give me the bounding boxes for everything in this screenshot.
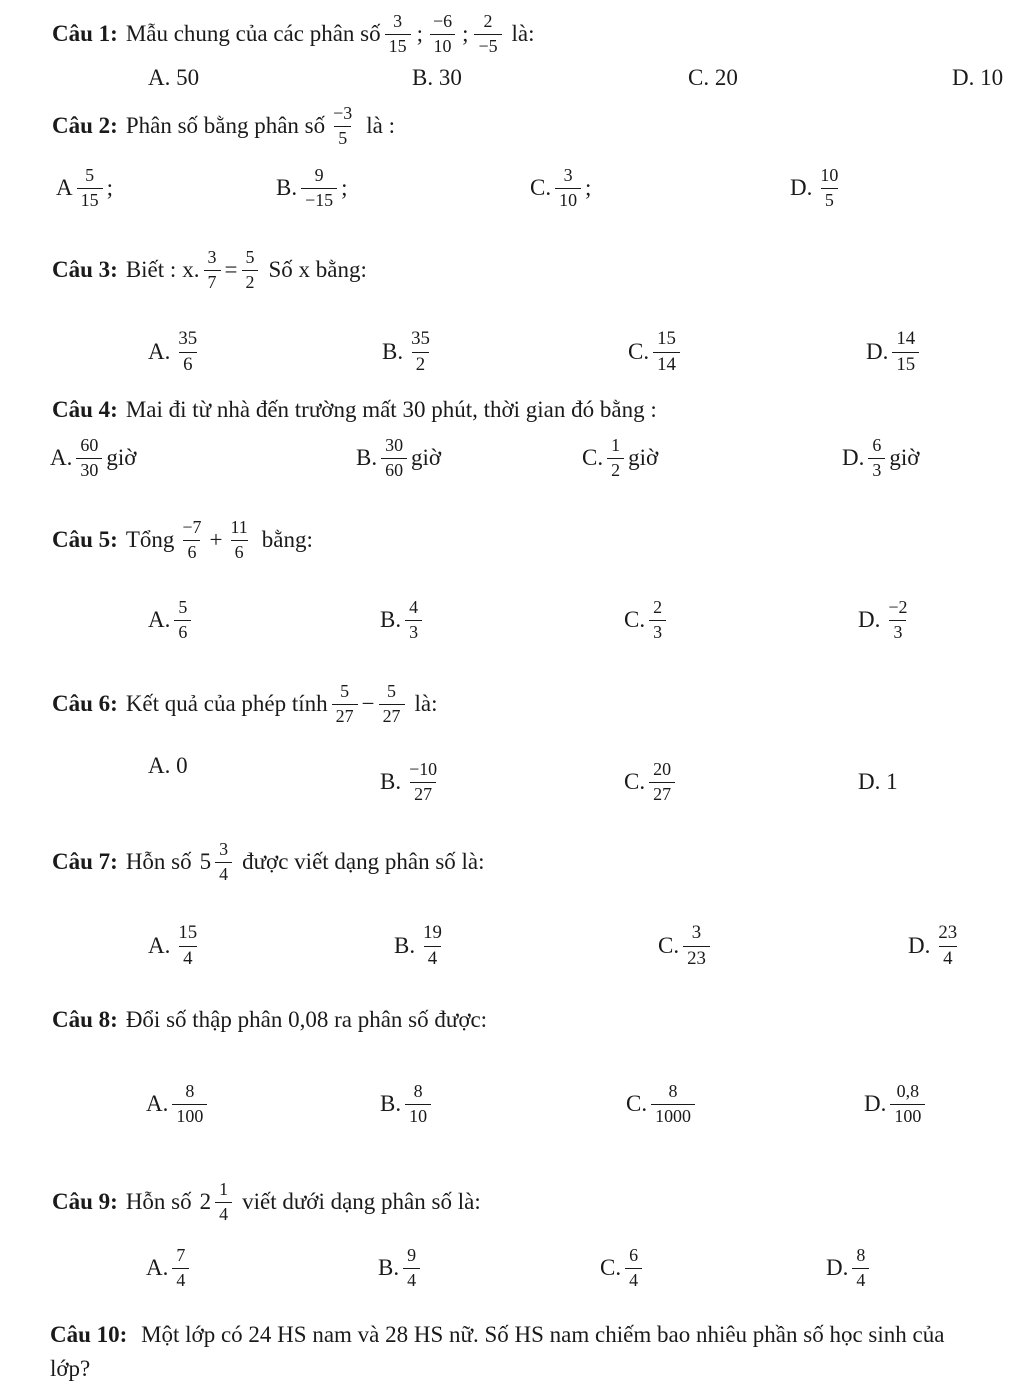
option-d[interactable]: D. 10 — [952, 65, 1004, 90]
fraction: $\frac{11}{6}$ — [230, 516, 248, 562]
option-a[interactable]: A. $\frac{7}{4}$ — [146, 1238, 193, 1298]
question-text: Mai đi từ nhà đến trường mất 30 phút, thời gian đó bằng : — [125, 397, 657, 422]
option-b[interactable]: B. $\frac{35}{2}$ — [382, 327, 430, 375]
question-text: Đổi số thập phân 0,08 ra phân số được: — [125, 1007, 488, 1032]
fraction: $\frac{5}{27}$ — [332, 683, 358, 726]
question-text: Mẫu chung của các phân số — [125, 21, 381, 46]
option-d[interactable]: D. 1 — [858, 769, 898, 794]
fraction: $\frac{5}{2}$ — [242, 249, 259, 292]
option-b[interactable]: B. $\frac{8}{10}$ — [380, 1074, 435, 1134]
option-d[interactable]: D. $\frac{10}{5}$ — [790, 164, 839, 210]
fraction: $\frac{5}{27}$ — [379, 683, 405, 726]
question-6: Câu 6: Kết quả của phép tính $\frac{5}{27}$ − $\frac{5}{27}$ là: — [52, 680, 438, 726]
question-4 — [52, 380, 657, 440]
option-a[interactable]: A. $\frac{15}{4}$ — [148, 921, 198, 969]
question-label: Câu 9: — [52, 1189, 118, 1214]
question-text: Tổng — [125, 527, 175, 552]
fraction: $\frac{2}{-5}$ — [474, 13, 501, 56]
question-9: Câu 9: Hỗn số 2 $\frac{1}{4}$ viết dưới dạng phân số là: — [52, 1178, 481, 1224]
fraction: $\frac{-3}{5}$ — [333, 102, 353, 148]
option-b[interactable]: B. $\frac{4}{3}$ — [380, 590, 426, 650]
fraction: $\frac{-6}{10}$ — [429, 13, 456, 56]
option-c[interactable]: C. $\frac{20}{27}$ — [624, 752, 679, 812]
option-c[interactable]: C. $\frac{3}{23}$ — [658, 916, 714, 976]
option-c[interactable]: C. $\frac{6}{4}$ — [600, 1238, 646, 1298]
fraction: $\frac{3}{7}$ — [204, 249, 221, 292]
option-b[interactable]: B. 30 — [412, 65, 462, 90]
fraction: $\frac{3}{15}$ — [385, 13, 411, 56]
question-7: Câu 7: Hỗn số 5 $\frac{3}{4}$ được viết dạng phân số là: — [52, 838, 485, 884]
question-text: Một lớp có 24 HS nam và 28 HS nữ. Số HS nam chiếm bao nhiêu phần số học sinh của lớp? — [50, 1322, 945, 1381]
option-c[interactable]: C. 20 — [688, 65, 738, 90]
question-label: Câu 3: — [52, 257, 118, 282]
option-d[interactable]: D. $\frac{23}{4}$ — [908, 921, 958, 969]
question-5: Câu 5: Tổng $\frac{-7}{6}$ + $\frac{11}{6}$ bằng: — [52, 516, 313, 562]
question-8 — [52, 990, 487, 1050]
fraction: $\frac{1}{4}$ — [215, 1181, 232, 1224]
option-c[interactable]: C. $\frac{1}{2}$ giờ — [582, 434, 659, 480]
option-a[interactable]: A. $\frac{8}{100}$ — [146, 1074, 211, 1134]
option-a[interactable]: A. $\frac{60}{30}$ giờ — [50, 434, 137, 480]
question-label: Câu 6: — [52, 691, 118, 716]
option-c[interactable]: C. $\frac{3}{10}$ ; — [530, 164, 592, 210]
question-text: Kết quả của phép tính — [125, 691, 328, 716]
question-10 — [50, 1318, 980, 1386]
question-label: Câu 10: — [50, 1322, 128, 1347]
option-d[interactable]: D. $\frac{6}{3}$ giờ — [842, 434, 920, 480]
question-2: Câu 2: Phân số bằng phân số $\frac{-3}{5}$ là : — [52, 102, 395, 148]
question-label: Câu 4: — [52, 397, 118, 422]
question-1: Câu 1: Mẫu chung của các phân số $\frac{3}{15}$ ; $\frac{-6}{10}$ ; $\frac{2}{-5}$ là: — [52, 10, 535, 56]
question-text: Phân số bằng phân số — [125, 113, 326, 138]
option-d[interactable]: D. $\frac{-2}{3}$ — [858, 596, 908, 642]
question-3: Câu 3: Biết : x. $\frac{3}{7}$ = $\frac{5}{2}$ Số x bằng: — [52, 246, 367, 292]
option-b[interactable]: B. $\frac{-10}{27}$ — [380, 758, 438, 804]
question-text: Hỗn số — [125, 1189, 192, 1214]
option-a[interactable]: A $\frac{5}{15}$ ; — [56, 164, 113, 210]
question-label: Câu 1: — [52, 21, 118, 46]
option-c[interactable]: C. $\frac{2}{3}$ — [624, 590, 670, 650]
fraction: $\frac{3}{4}$ — [215, 841, 232, 884]
question-label: Câu 8: — [52, 1007, 118, 1032]
question-label: Câu 5: — [52, 527, 118, 552]
option-b[interactable]: B. $\frac{9}{-15}$ ; — [276, 164, 348, 210]
option-d[interactable]: D. $\frac{14}{15}$ — [866, 322, 923, 382]
option-b[interactable]: B. $\frac{30}{60}$ giờ — [356, 434, 442, 480]
question-label: Câu 2: — [52, 113, 118, 138]
option-a[interactable]: A. $\frac{35}{6}$ — [148, 327, 198, 375]
question-text: Biết : — [125, 257, 177, 282]
option-a[interactable]: A. 50 — [148, 65, 200, 90]
option-a[interactable]: A. 0 — [148, 753, 188, 778]
option-c[interactable]: C. $\frac{8}{1000}$ — [626, 1074, 699, 1134]
option-a[interactable]: A. $\frac{5}{6}$ — [148, 590, 195, 650]
option-d[interactable]: D. $\frac{8}{4}$ — [826, 1238, 873, 1298]
option-c[interactable]: C. $\frac{15}{14}$ — [628, 322, 684, 382]
question-label: Câu 7: — [52, 849, 118, 874]
option-b[interactable]: B. $\frac{9}{4}$ — [378, 1238, 424, 1298]
option-b[interactable]: B. $\frac{19}{4}$ — [394, 921, 442, 969]
fraction: $\frac{-7}{6}$ — [182, 516, 202, 562]
question-text: Hỗn số — [125, 849, 192, 874]
option-d[interactable]: D. $\frac{0,8}{100}$ — [864, 1074, 929, 1134]
